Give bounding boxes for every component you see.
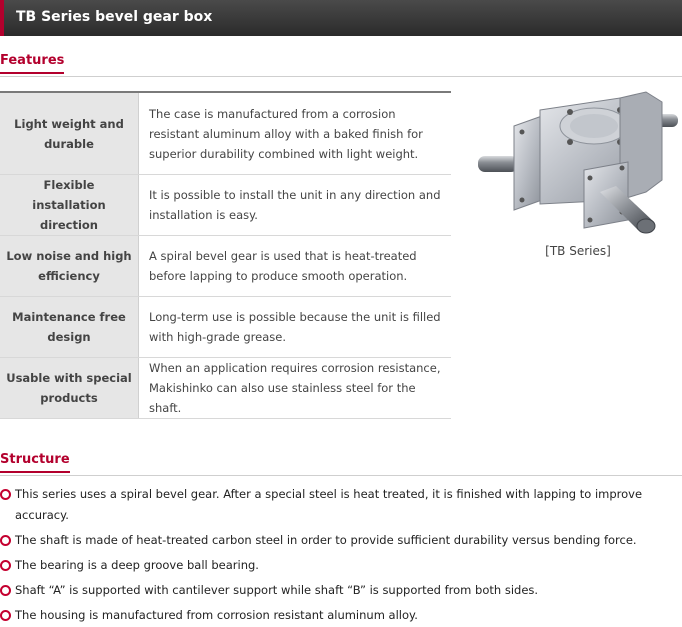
structure-section-header xyxy=(0,452,682,476)
structure-heading: Structure xyxy=(0,452,70,473)
feature-description: A spiral bevel gear is used that is heat-treated before lapping to produce smooth operation. xyxy=(149,249,417,283)
feature-row xyxy=(0,297,451,358)
features-section-header xyxy=(0,53,682,77)
page-title: TB Series bevel gear box xyxy=(16,9,213,25)
list-item xyxy=(0,530,682,551)
product-caption: [TB Series] xyxy=(545,244,611,258)
page-title-bar xyxy=(0,0,682,36)
feature-name: Light weight and durable xyxy=(0,93,139,174)
list-item-text: Shaft “A” is supported with cantilever support while shaft “B” is supported from both sides. xyxy=(15,583,539,597)
circle-bullet-icon xyxy=(0,535,11,546)
circle-bullet-icon xyxy=(0,489,11,500)
list-item xyxy=(0,580,682,601)
list-item xyxy=(0,484,682,526)
feature-row xyxy=(0,175,451,236)
feature-description: When an application requires corrosion resistance, Makishinko can also use stainless steel for the shaft. xyxy=(149,361,441,415)
features-heading: Features xyxy=(0,53,64,74)
feature-name: Maintenance free design xyxy=(0,297,139,357)
feature-row xyxy=(0,236,451,297)
product-image xyxy=(470,88,682,268)
list-item-text: The shaft is made of heat-treated carbon steel in order to provide sufficient durability versus bending force. xyxy=(15,533,637,547)
feature-description: The case is manufactured from a corrosion resistant aluminum alloy with a baked finish for superior durability combined with light weight. xyxy=(149,106,423,161)
feature-description: It is possible to install the unit in any direction and installation is easy. xyxy=(149,188,441,222)
feature-name: Usable with special products xyxy=(0,358,139,418)
circle-bullet-icon xyxy=(0,585,11,596)
list-item-text: This series uses a spiral bevel gear. After a special steel is heat treated, it is finished with lapping to improve accuracy. xyxy=(15,487,643,522)
feature-row xyxy=(0,358,451,419)
list-item xyxy=(0,605,682,626)
structure-divider xyxy=(0,475,682,476)
structure-list xyxy=(0,484,682,627)
features-table xyxy=(0,91,451,419)
circle-bullet-icon xyxy=(0,560,11,571)
features-divider xyxy=(0,76,682,77)
circle-bullet-icon xyxy=(0,610,11,621)
list-item-text: The bearing is a deep groove ball bearing. xyxy=(15,558,259,572)
list-item-text: The housing is manufactured from corrosion resistant aluminum alloy. xyxy=(15,608,418,622)
bevel-gearbox-illustration-icon xyxy=(470,88,682,248)
feature-name: Flexible installation direction xyxy=(0,175,139,235)
feature-name: Low noise and high efficiency xyxy=(0,236,139,296)
feature-description: Long-term use is possible because the unit is filled with high-grade grease. xyxy=(149,310,441,344)
feature-row xyxy=(0,93,451,175)
list-item xyxy=(0,555,682,576)
